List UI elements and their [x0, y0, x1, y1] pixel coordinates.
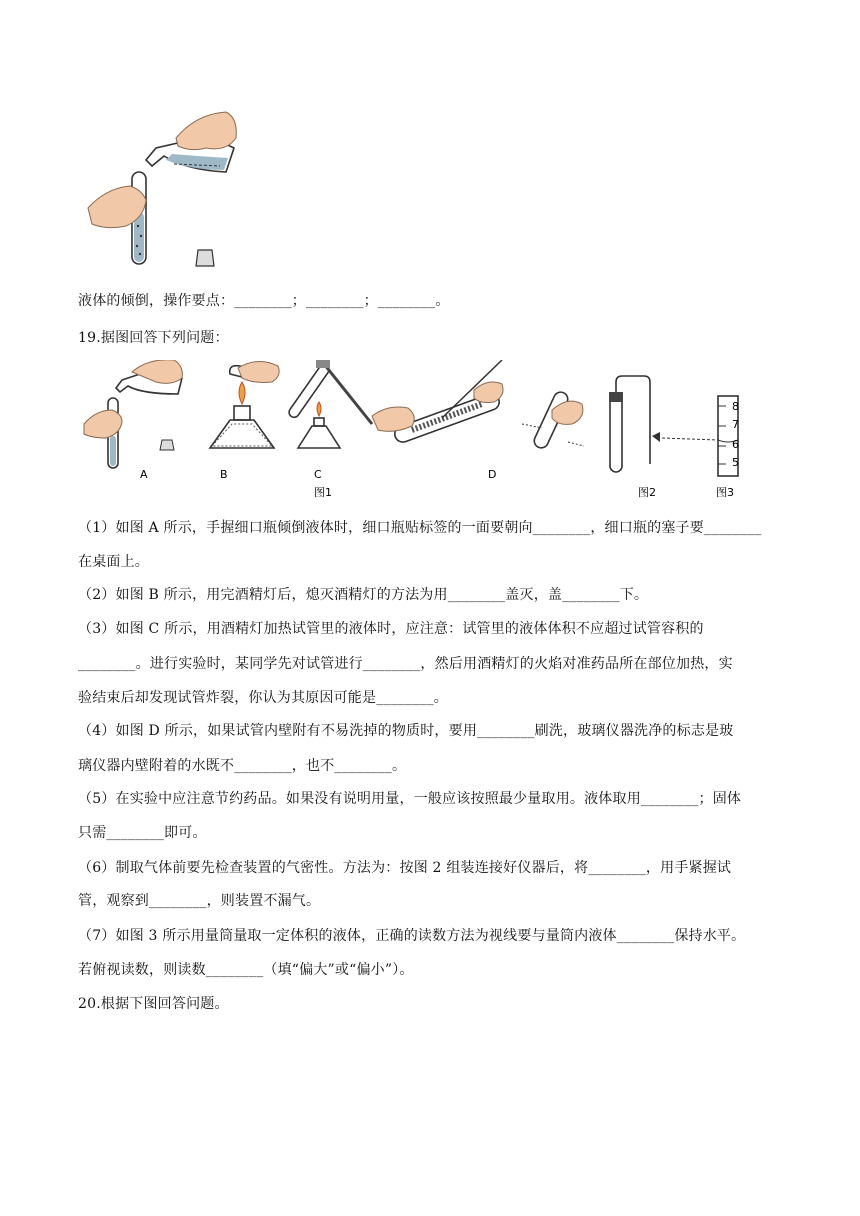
q19-line-7: （4）如图 D 所示，如果试管内壁附有不易洗掉的物质时，要用________刷洗，玻璃仪器洗净的标志是玻: [78, 723, 734, 739]
label-c: C: [314, 468, 322, 481]
caption-figure-1: 图1: [314, 486, 332, 499]
question-20-title: 20.根据下图回答问题。: [78, 996, 229, 1012]
q19-line-11: （6）制取气体前要先检查装置的气密性。方法为：按图 2 组装连接好仪器后，将________，用手紧握试: [78, 860, 732, 876]
q19-line-5: ________。进行实验时，某同学先对试管进行________，然后用酒精灯的火焰对准药品所在部位加热，实: [78, 656, 733, 672]
figure-d-brushing: [372, 360, 503, 444]
q19-line-10: 只需________即可。: [78, 825, 207, 841]
label-b: B: [220, 468, 228, 481]
q19-line-13: （7）如图 3 所示用量筒量取一定体积的液体，正确的读数方法为视线要与量筒内液体________保持水平。: [78, 928, 746, 944]
figure-shaking-tube: [522, 390, 584, 450]
q19-line-12: 管，观察到________，则装置不漏气。: [78, 893, 321, 909]
q19-line-2: 在桌面上。: [78, 554, 149, 570]
question-19-figure: [82, 360, 772, 502]
scale-tick-8: 8: [732, 400, 739, 413]
pouring-liquid-figure: [86, 108, 246, 274]
figure-a-pouring: [84, 360, 182, 468]
q19-line-3: （2）如图 B 所示，用完酒精灯后，熄灭酒精灯的方法为用________盖灭，盖________下。: [78, 587, 649, 603]
q19-line-14: 若俯视读数，则读数________（填“偏大”或“偏小”）。: [78, 962, 414, 978]
scale-tick-5: 5: [732, 456, 739, 469]
q19-line-1: （1）如图 A 所示，手握细口瓶倾倒液体时，细口瓶贴标签的一面要朝向________，细口瓶的塞子要________: [78, 520, 762, 536]
figure-2-airtightness: [609, 376, 650, 472]
q19-line-9: （5）在实验中应注意节约药品。如果没有说明用量，一般应该按照最少量取用。液体取用________；固体: [78, 791, 742, 807]
caption-figure-2: 图2: [638, 486, 656, 499]
q19-line-6: 验结束后却发现试管炸裂，你认为其原因可能是________。: [78, 690, 448, 706]
label-a: A: [140, 468, 148, 481]
scale-tick-7: 7: [732, 418, 739, 431]
figure-c-heating: [287, 360, 372, 448]
figure-3-cylinder: [652, 396, 738, 476]
figure-b-alcohol-lamp: [210, 361, 279, 448]
label-d: D: [488, 468, 497, 481]
pouring-instruction: 液体的倾倒，操作要点：________；________；________。: [78, 293, 450, 309]
q19-line-4: （3）如图 C 所示，用酒精灯加热试管里的液体时，应注意：试管里的液体体积不应超过试管容积的: [78, 621, 704, 637]
caption-figure-3: 图3: [716, 486, 734, 499]
scale-tick-6: 6: [732, 438, 739, 451]
question-19-title: 19.据图回答下列问题：: [78, 330, 229, 346]
q19-line-8: 璃仪器内壁附着的水既不________，也不________。: [78, 758, 407, 774]
